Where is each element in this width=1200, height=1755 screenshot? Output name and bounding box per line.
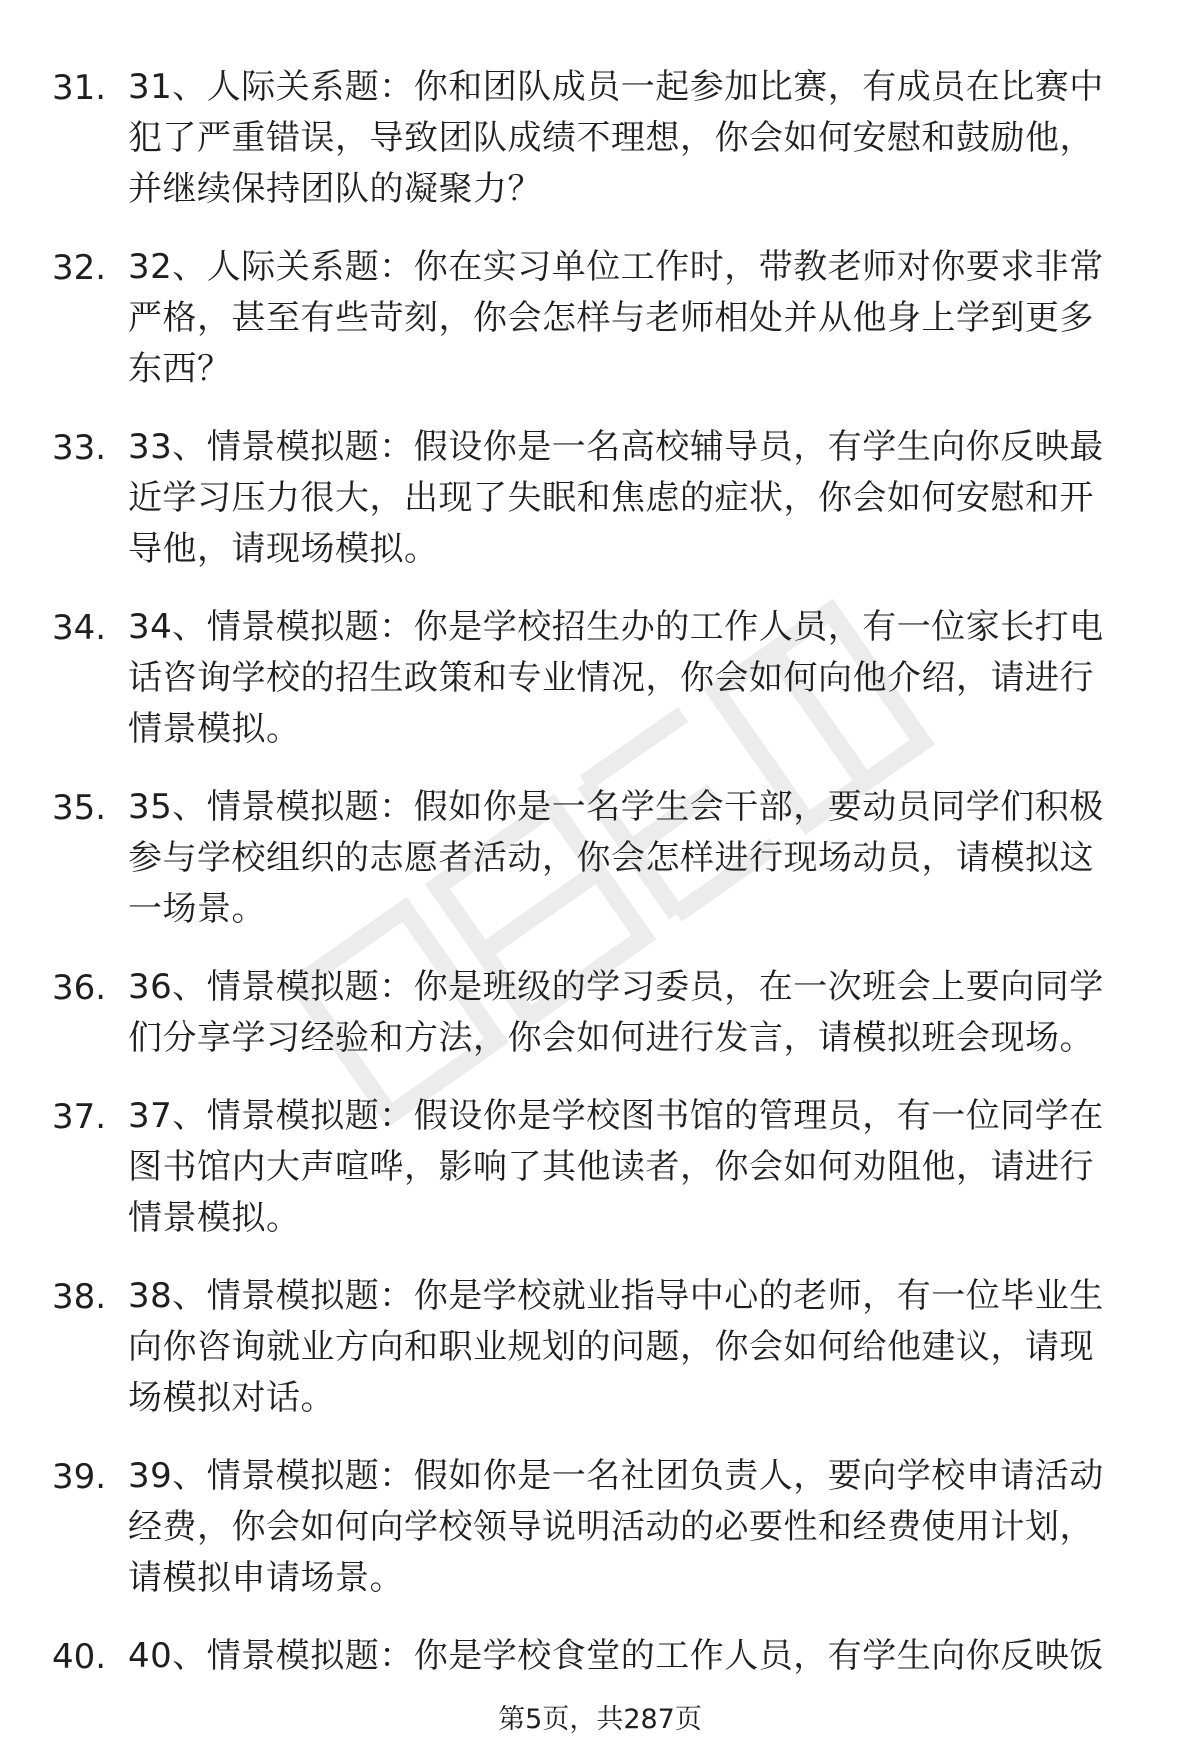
question-number: 38. (52, 1277, 107, 1317)
question-text-line: 情景模拟。 (128, 709, 301, 749)
question-number: 39. (52, 1457, 107, 1497)
question-text-line: 话咨询学校的招生政策和专业情况，你会如何向他介绍，请进行 (128, 658, 1094, 698)
question-text-line: 36、情景模拟题：你是班级的学习委员，在一次班会上要向同学 (128, 967, 1104, 1007)
question-text-line: 31、人际关系题：你和团队成员一起参加比赛，有成员在比赛中 (128, 67, 1104, 107)
question-text-line: 一场景。 (128, 889, 266, 929)
question-text (128, 62, 1158, 215)
question-text (128, 1631, 1158, 1682)
question-text-line: 场模拟对话。 (128, 1378, 335, 1418)
question-text-line: 39、情景模拟题：假如你是一名社团负责人，要向学校申请活动 (128, 1456, 1104, 1496)
question-text (128, 602, 1158, 755)
question-text-line: 近学习压力很大，出现了失眠和焦虑的症状，你会如何安慰和开 (128, 478, 1094, 518)
question-text (128, 782, 1158, 935)
question-text-line: 34、情景模拟题：你是学校招生办的工作人员，有一位家长打电 (128, 607, 1104, 647)
question-text-line: 犯了严重错误，导致团队成绩不理想，你会如何安慰和鼓励他， (128, 118, 1094, 158)
question-text-line: 32、人际关系题：你在实习单位工作时，带教老师对你要求非常 (128, 247, 1104, 287)
question-text-line: 图书馆内大声喧哗，影响了其他读者，你会如何劝阻他，请进行 (128, 1147, 1094, 1187)
question-number: 35. (52, 788, 107, 828)
question-text-line: 38、情景模拟题：你是学校就业指导中心的老师，有一位毕业生 (128, 1276, 1104, 1316)
question-text-line: 参与学校组织的志愿者活动，你会怎样进行现场动员，请模拟这 (128, 838, 1094, 878)
question-text (128, 1451, 1158, 1604)
question-text (128, 962, 1158, 1064)
question-text-line: 35、情景模拟题：假如你是一名学生会干部，要动员同学们积极 (128, 787, 1104, 827)
question-text (128, 1271, 1158, 1424)
question-text-line: 经费，你会如何向学校领导说明活动的必要性和经费使用计划， (128, 1507, 1094, 1547)
question-text-line: 并继续保持团队的凝聚力？ (128, 169, 542, 209)
question-text-line: 导他，请现场模拟。 (128, 529, 439, 569)
question-text-line: 请模拟申请场景。 (128, 1558, 404, 1598)
question-number: 33. (52, 428, 107, 468)
question-number: 31. (52, 68, 107, 108)
question-text (128, 1091, 1158, 1244)
question-text-line: 严格，甚至有些苛刻，你会怎样与老师相处并从他身上学到更多 (128, 298, 1094, 338)
question-text-line: 向你咨询就业方向和职业规划的问题，你会如何给他建议，请现 (128, 1327, 1094, 1367)
question-text (128, 422, 1158, 575)
question-number: 37. (52, 1097, 107, 1137)
question-text-line: 40、情景模拟题：你是学校食堂的工作人员，有学生向你反映饭 (128, 1636, 1104, 1676)
question-number: 40. (52, 1637, 107, 1677)
question-text (128, 242, 1158, 395)
question-text-line: 东西？ (128, 349, 232, 389)
question-number: 36. (52, 968, 107, 1008)
question-number: 32. (52, 248, 107, 288)
question-number: 34. (52, 608, 107, 648)
question-text-line: 情景模拟。 (128, 1198, 301, 1238)
page-number-footer: 第5页，共287页 (498, 1704, 702, 1735)
question-text-line: 37、情景模拟题：假设你是学校图书馆的管理员，有一位同学在 (128, 1096, 1104, 1136)
question-text-line: 们分享学习经验和方法，你会如何进行发言，请模拟班会现场。 (128, 1018, 1094, 1058)
question-text-line: 33、情景模拟题：假设你是一名高校辅导员，有学生向你反映最 (128, 427, 1104, 467)
